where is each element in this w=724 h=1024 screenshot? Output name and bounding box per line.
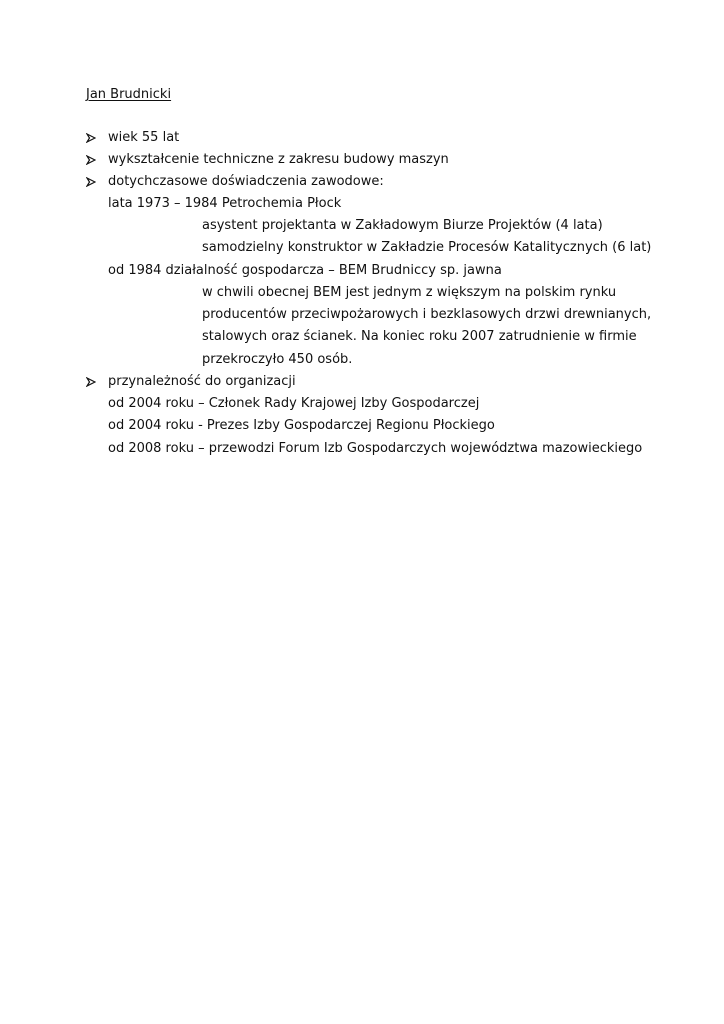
experience-detail: asystent projektanta w Zakładowym Biurze Projektów (4 lata): [202, 218, 603, 233]
document-title: Jan Brudnicki: [86, 87, 172, 102]
experience-period-2: od 1984 działalność gospodarcza – BEM Brudniccy sp. jawna: [108, 263, 502, 278]
experience-period-1: lata 1973 – 1984 Petrochemia Płock: [108, 196, 342, 211]
arrow-bullet-icon: [86, 374, 98, 390]
bullet-memberships: przynależność do organizacji: [108, 374, 296, 389]
experience-detail: w chwili obecnej BEM jest jednym z większym na polskim rynku: [202, 285, 617, 300]
membership-item: od 2008 roku – przewodzi Forum Izb Gospodarczych województwa mazowieckiego: [108, 441, 643, 456]
experience-detail: stalowych oraz ścianek. Na koniec roku 2007 zatrudnienie w firmie: [202, 329, 637, 344]
bullet-education: wykształcenie techniczne z zakresu budowy maszyn: [108, 152, 449, 167]
membership-item: od 2004 roku – Członek Rady Krajowej Izby Gospodarczej: [108, 396, 480, 411]
experience-detail: producentów przeciwpożarowych i bezklasowych drzwi drewnianych,: [202, 307, 652, 322]
bullet-experience: dotychczasowe doświadczenia zawodowe:: [108, 174, 384, 189]
arrow-bullet-icon: [86, 130, 98, 146]
arrow-bullet-icon: [86, 174, 98, 190]
bullet-age: wiek 55 lat: [108, 130, 180, 145]
arrow-bullet-icon: [86, 152, 98, 168]
experience-detail: samodzielny konstruktor w Zakładzie Procesów Katalitycznych (6 lat): [202, 240, 652, 255]
membership-item: od 2004 roku - Prezes Izby Gospodarczej Regionu Płockiego: [108, 418, 495, 433]
experience-detail: przekroczyło 450 osób.: [202, 352, 353, 367]
